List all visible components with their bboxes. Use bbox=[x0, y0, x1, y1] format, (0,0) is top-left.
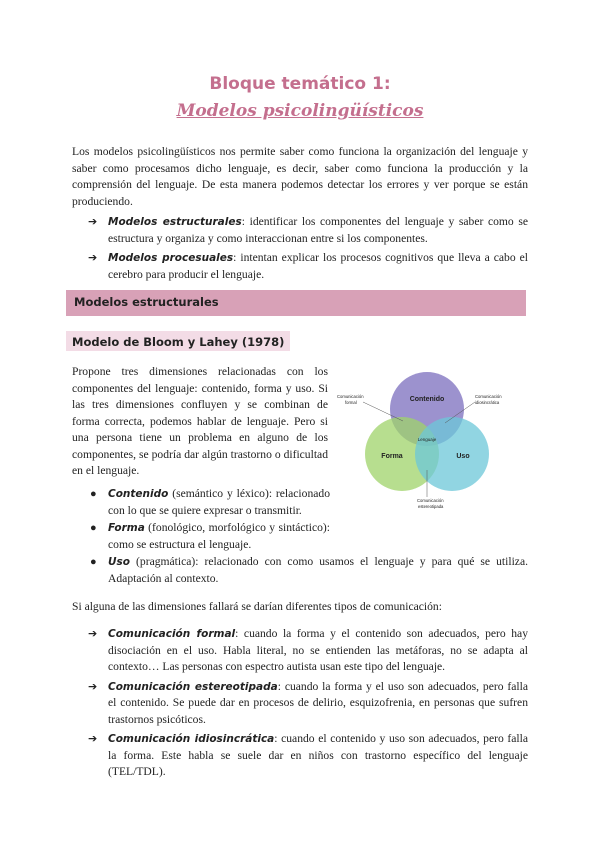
bullet-icon: ● bbox=[90, 522, 97, 534]
page-subtitle: Modelos psicolingüísticos bbox=[176, 101, 424, 121]
label-formal-2: formal bbox=[345, 400, 357, 405]
section-heading-bar bbox=[66, 290, 526, 316]
circle-uso bbox=[415, 417, 489, 491]
term: Contenido bbox=[108, 488, 169, 500]
arrow-icon: ➔ bbox=[88, 215, 98, 228]
label-forma: Forma bbox=[381, 453, 403, 460]
term: Comunicación idiosincrática bbox=[108, 733, 275, 745]
term-text: (semántico y léxico): relacionado con lo que se quiere expresar o transmitir. bbox=[108, 487, 330, 517]
term: Modelos procesuales bbox=[108, 252, 234, 264]
list-item bbox=[88, 626, 528, 676]
arrow-icon: ➔ bbox=[88, 251, 98, 264]
bullet-icon: ● bbox=[90, 488, 97, 500]
list-item bbox=[88, 520, 330, 553]
list-item bbox=[88, 731, 528, 781]
list-item bbox=[88, 679, 528, 729]
term-text: : cuando la forma y el uso son adecuados, pero falla el contenido. Se puede dar en procesos de delirio, esquizofrenia, en personas que sufren trastornos psicóticos. bbox=[108, 679, 528, 726]
list-item bbox=[88, 554, 528, 587]
term-text: : cuando el contenido y uso son adecuados, pero falla la forma. Este habla se suele dar en niños con trastorno específico del lenguaje (TEL/TDL). bbox=[108, 732, 528, 778]
label-contenido: Contenido bbox=[409, 396, 445, 403]
label-uso: Uso bbox=[456, 453, 470, 460]
term-text: (fonológico, morfológico y sintáctico): como se estructura el lenguaje. bbox=[108, 521, 330, 551]
model-types-list bbox=[88, 214, 528, 286]
term: Comunicación estereotipada bbox=[108, 680, 278, 693]
bloom-paragraph: Propone tres dimensiones relacionadas con los componentes del lenguaje: contenido, forma y uso. Si las tres dimensiones confluyen y se combinan de forma correcta, podemos hablar de lenguaje. Pero si una persona tiene un problema en alguno de los componentes, se podría dar algún trastorno o dificultad en el lenguaje. bbox=[72, 365, 328, 477]
term-text: : identificar los componentes del lenguaje y saber como se estructura y organiza y como interaccionan entre si los componentes. bbox=[108, 215, 529, 245]
subsection-heading: Modelo de Bloom y Lahey (1978) bbox=[72, 335, 285, 349]
bullet-icon: ● bbox=[90, 556, 97, 568]
dimensions-intro: Si alguna de las dimensiones fallará se darían diferentes tipos de comunicación: bbox=[72, 600, 442, 613]
label-estereo-1: Comunicación bbox=[417, 498, 444, 503]
subsection-heading-box bbox=[66, 331, 290, 351]
label-lenguaje: Lenguaje bbox=[417, 437, 437, 442]
page-title: Bloque temático 1: bbox=[209, 74, 391, 94]
intro-paragraph: Los modelos psicolingüísticos nos permite saber como funciona la organización del lenguaje y saber como procesamos dicho lenguaje, es decir, saber como funciona la producción y la comprensión del lenguaje. De esta manera podemos detectar los errores y ver porque se están produciendo. bbox=[72, 145, 528, 208]
arrow-icon: ➔ bbox=[88, 627, 98, 640]
term: Modelos estructurales bbox=[108, 216, 242, 228]
term-text: (pragmática): relacionado con como usamos el lenguaje y para qué se utiliza. Adaptación al contexto. bbox=[108, 555, 528, 585]
term-text: : intentan explicar los procesos cognitivos que lleva a cabo el cerebro para producir el lenguaje. bbox=[108, 251, 528, 281]
communication-list bbox=[88, 626, 528, 784]
list-item bbox=[88, 250, 528, 283]
term: Forma bbox=[108, 522, 145, 534]
section-heading: Modelos estructurales bbox=[74, 295, 219, 309]
dimensions-list bbox=[88, 486, 528, 588]
label-idio-1: Comunicación bbox=[475, 394, 502, 399]
arrow-icon: ➔ bbox=[88, 679, 98, 693]
label-formal-1: Comunicación bbox=[337, 394, 364, 399]
list-item bbox=[88, 214, 528, 247]
label-idio-2: idiosincrática bbox=[475, 400, 500, 405]
term-text: : cuando la forma y el contenido son adecuados, pero hay disociación en el uso. Habla literal, no se entienden las metáforas, no se adapta al contexto… Las personas con espectro autista usan este tipo del lenguaje. bbox=[108, 627, 528, 673]
term: Comunicación formal bbox=[108, 628, 236, 640]
arrow-icon: ➔ bbox=[88, 732, 98, 745]
label-estereo-2: estereotipada bbox=[418, 504, 444, 509]
term: Uso bbox=[108, 556, 130, 568]
list-item bbox=[88, 486, 330, 519]
